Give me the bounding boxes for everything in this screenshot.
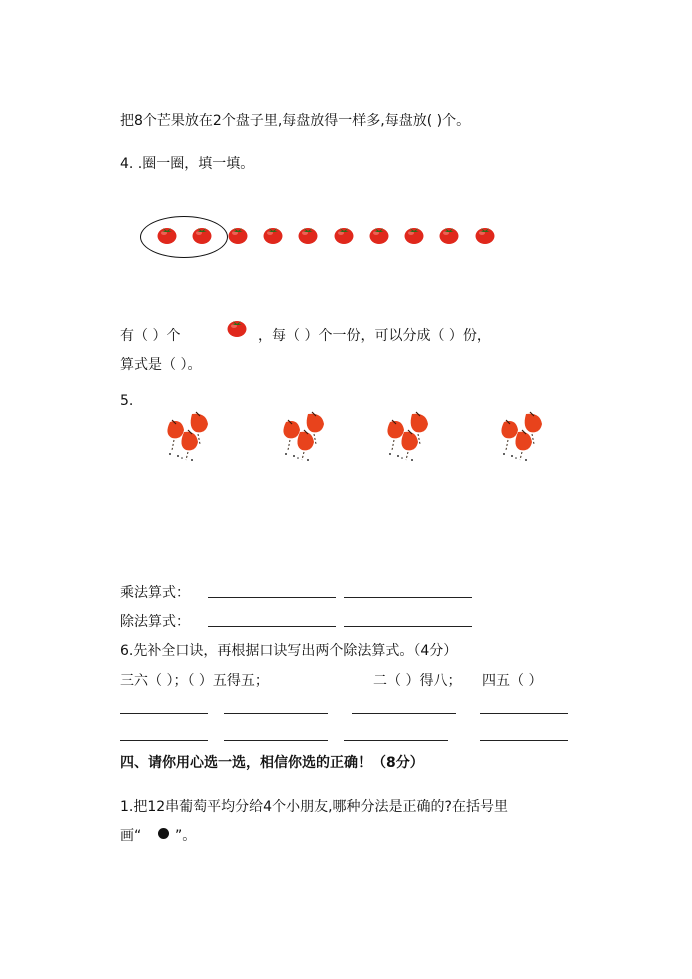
tomato-icon [191,223,213,245]
multiplication-label: 乘法算式： [120,585,190,601]
fruit-cluster-icon [162,410,214,464]
q4-fill-line1-b: ，每（ ）个一份，可以分成（ ）份， [258,328,491,344]
answer-line [480,713,568,714]
tomato-icon [297,223,319,245]
q6-item: 三六（ ）；（ ）五得五； [120,673,269,689]
tomato-icon [333,223,355,245]
answer-line [120,740,208,741]
section4-title: 四、请你用心选一选，相信你选的正确！（8分） [120,755,424,771]
q4-title: 4. .圈一圈，填一填。 [120,156,255,172]
fruit-cluster-icon [496,410,548,464]
tomato-icon [438,223,460,245]
black-dot-icon [158,828,169,839]
answer-line [224,740,328,741]
q4-fill-line1-a: 有（ ）个 [120,328,181,344]
answer-line [224,713,328,714]
answer-line [344,626,472,627]
q6-title: 6.先补全口诀，再根据口诀写出两个除法算式。（4分） [120,643,458,659]
fruit-cluster-icon [278,410,330,464]
answer-line [344,597,472,598]
tomato-icon [474,223,496,245]
section4-q1-line2b: ”。 [175,828,197,844]
q4-fill-line2: 算式是（ ）。 [120,357,202,373]
q6-item: 四五（ ） [482,673,543,689]
answer-line [120,713,208,714]
answer-line [352,713,456,714]
tomato-icon [226,316,248,338]
answer-line [208,626,336,627]
section4-q1-line1: 1.把12串葡萄平均分给4个小朋友,哪种分法是正确的?在括号里 [120,799,508,815]
fruit-cluster-icon [382,410,434,464]
tomato-icon [156,223,178,245]
tomato-icon [262,223,284,245]
answer-line [480,740,568,741]
division-label: 除法算式： [120,614,190,630]
tomato-icon [227,223,249,245]
tomato-icon [403,223,425,245]
q6-item: 二（ ）得八； [373,673,462,689]
section4-q1-line2a: 画“ [120,828,142,844]
q5-number: 5. [120,393,134,409]
answer-line [344,740,448,741]
mango-question: 把8个芒果放在2个盘子里,每盘放得一样多,每盘放( )个。 [120,113,471,129]
circle-annotation [140,216,228,258]
answer-line [208,597,336,598]
tomato-icon [368,223,390,245]
